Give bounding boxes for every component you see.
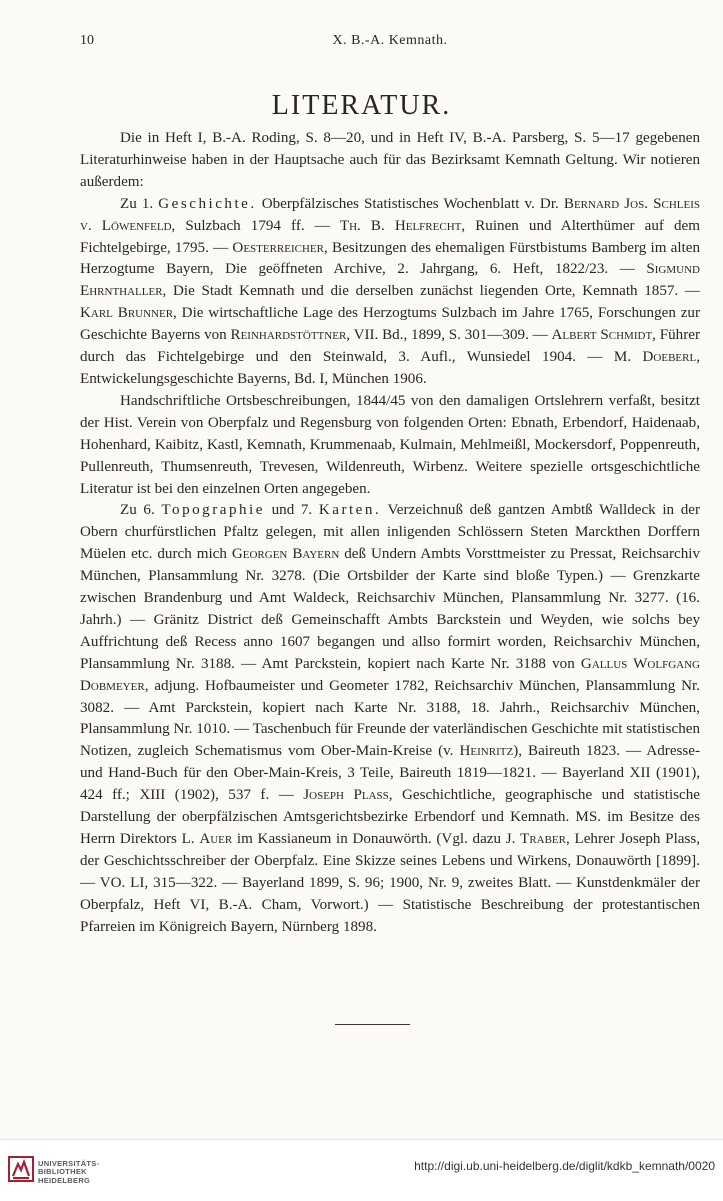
text-run: , Ruinen und Alterthümer auf dem Fichtelgebirge, 1795. —	[80, 217, 700, 256]
text-run: , Entwickelungsgeschichte Bayerns, Bd. I, München 1906.	[80, 349, 700, 387]
library-name	[38, 1160, 99, 1185]
library-name-line: UNIVERSITÄTS-	[38, 1159, 100, 1168]
heidelberg-library-logo-icon[interactable]	[8, 1156, 34, 1182]
paragraph	[80, 128, 700, 194]
paragraph	[80, 500, 700, 938]
text-run: Oberpfälzisches Statistisches Wochenblatt v. Dr.	[256, 195, 564, 212]
section-heading: Geschichte.	[158, 195, 257, 212]
text-run: im Kassianeum in Donauwörth. (Vgl. dazu J.	[232, 831, 521, 847]
section-heading: Topographie	[161, 502, 265, 519]
text-run: Zu 1.	[120, 195, 159, 212]
footer-band	[0, 1139, 723, 1201]
text-run: , Besitzungen des ehemaligen Fürstbistums Bamberg im alten Herzogtume Bayern, Die geöffneten Archive, 2. Jahrgang, 6. Heft, 1822/23. —	[80, 239, 700, 278]
text-run: , Die wirtschaftliche Lage des Herzogtums Sulzbach im Jahre 1765, Forschungen zur Geschichte Bayerns von	[80, 305, 700, 344]
page-number: 10	[80, 33, 94, 48]
text-run: , VII. Bd., 1899, S. 301—309. —	[346, 327, 552, 344]
text-run: , adjung. Hofbaumeister und Geometer 1782, Reichsarchiv München, Plansammlung Nr. 3082. — Amt Parckstein, kopiert nach Karte Nr. 3188, 18. Jahrh., Reichsarchiv München, Plansammlung Nr. 1010. — Taschenbuch für Freunde der vaterländischen Geschichte mit statistischen Notizen, zugleich Schematismus vom Ober-Main-Kreise (v.	[80, 677, 700, 760]
author-name: Oesterreicher	[232, 239, 324, 256]
author-name: Reinhardstöttner	[230, 327, 347, 344]
text-run: Verzeichnuß deß gantzen Ambtß Walldeck in der Obern churfürstlichen Pfaltz gelegen, mit allen inligenden Schlössern Steten Marckthen Dorffern Müelen etc. durch mich	[80, 502, 701, 563]
library-name-line: BIBLIOTHEK	[38, 1167, 87, 1177]
author-name: Heinritz	[459, 743, 514, 760]
text-run: , Lehrer Joseph Plass, der Geschichtsschreiber der Oberpfalz. Eine Skizze seines Lebens und Wirkens, Donauwörth [1899]. — VO. LI, 315—322. — Bayerland 1899, S. 96; 1900, Nr. 9, zweites Blatt. — Kunstdenkmäler der Oberpfalz, Heft VI, B.-A. Cham, Vorwort.) — Statistische Beschreibung der protestantischen Pfarreien im Königreich Bayern, Nürnberg 1898.	[80, 831, 700, 935]
text-run: , Geschichtliche, geographische und statistische Darstellung der oberpfälzischen Amtsgerichtsbezirke Erbendorf und Kemnath. MS. im Besitze des Herrn Direktors L.	[80, 787, 700, 847]
section-title: LITERATUR.	[271, 90, 452, 121]
author-name: Auer	[199, 831, 233, 847]
author-name: Traber	[520, 831, 566, 847]
paragraph	[80, 391, 700, 501]
text-run: , Sulzbach 1794 ff. —	[171, 217, 340, 234]
section-heading: Karten.	[318, 502, 382, 519]
text-run: und 7.	[264, 502, 319, 519]
author-name: Gallus Wolfgang Dobmeyer	[80, 655, 700, 694]
text-run: ), Baireuth 1823. — Adresse- und Hand-Buch für den Ober-Main-Kreis, 3 Teile, Baireuth 1819—1821. — Bayerland XII (1901), 424 ff.; XIII (1902), 537 f. —	[80, 743, 700, 804]
author-name: M. Doeberl	[613, 349, 697, 366]
text-run: deß Undern Ambts Vorsttmeister zu Pressat, Reichsarchiv München, Plansammlung Nr. 3278. (Die Ortsbilder der Karte sind bloße Typen.) — Grenzkarte zwischen Brandenburg und Amt Waldeck, Reichsarchiv München, Plansammlung Nr. 3277. (16. Jahrh.) — Gränitz District deß Gemeinschafft Ambts Barckstein und Weyden, wie solchs bey Auffrichtung deß Recess anno 1607 begangen und allso formirt worden, Reichsarchiv München, Plansammlung Nr. 3188. — Amt Parckstein, kopiert nach Karte Nr. 3188 von	[80, 546, 700, 672]
text-run: Handschriftliche Ortsbeschreibungen, 1844/45 von den damaligen Ortslehrern verfaßt, besitzt der Hist. Verein von Oberpfalz und Regensburg von folgenden Orten: Ebnath, Erbendorf, Haidenaab, Hohenhard, Kaibitz, Kastl, Kemnath, Krummenaab, Kulmain, Mehlmeißl, Mockersdorf, Poppenreuth, Pullenreuth, Thumsenreuth, Trevesen, Wildenreuth, Wirbenz. Weitere spezielle ortsgeschichtliche Literatur ist bei den einzelnen Orten angegeben.	[80, 392, 700, 497]
page-header	[80, 33, 700, 53]
text-run: Zu 6.	[120, 502, 162, 519]
author-name: Bernard Jos. Schleis v. Löwenfeld	[80, 195, 700, 234]
source-url-link[interactable]: http://digi.ub.uni-heidelberg.de/diglit/kdkb_kemnath/0020	[414, 1159, 715, 1173]
author-name: Th. B. Helfrecht	[339, 217, 462, 234]
library-name-line: HEIDELBERG	[38, 1175, 91, 1185]
author-name: Karl Brunner	[80, 305, 174, 322]
end-rule	[335, 1024, 410, 1025]
running-head: X. B.-A. Kemnath.	[332, 33, 448, 48]
paragraph	[80, 194, 700, 391]
text-run: , Führer durch das Fichtelgebirge und den Steinwald, 3. Aufl., Wunsiedel 1904. —	[80, 327, 700, 366]
author-name: Georgen Bayern	[231, 546, 340, 563]
author-name: Joseph Plass	[303, 787, 389, 804]
author-name: Sigmund Ehrnthaller	[80, 261, 700, 300]
literature-body	[80, 128, 700, 939]
text-run: , Die Stadt Kemnath und die derselben zunächst liegenden Orte, Kemnath 1857. —	[162, 283, 700, 300]
author-name: Albert Schmidt	[551, 327, 653, 344]
text-run: Die in Heft I, B.-A. Roding, S. 8—20, und in Heft IV, B.-A. Parsberg, S. 5—17 gegebenen Literaturhinweise haben in der Hauptsache auch für das Bezirksamt Kemnath Geltung. Wir notieren außerdem:	[80, 130, 700, 190]
